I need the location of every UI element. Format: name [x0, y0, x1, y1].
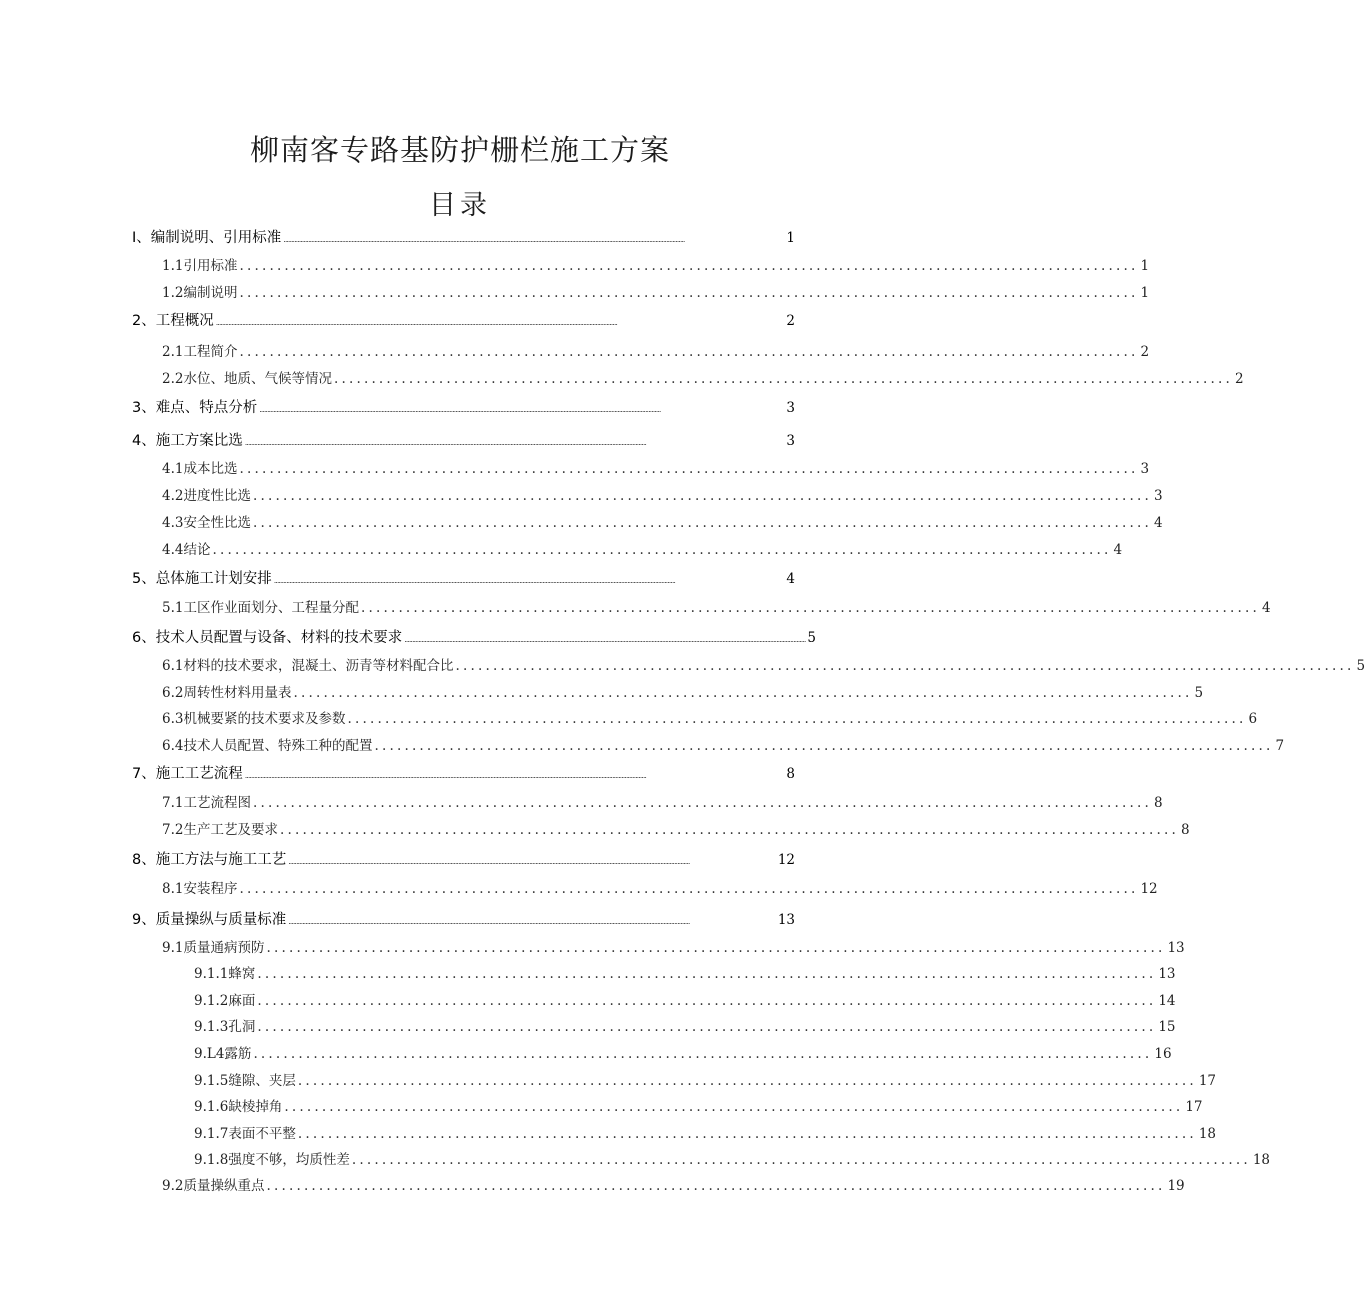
toc-page-number: 1	[1140, 258, 1150, 274]
document-title: 柳南客专路基防护栅栏施工方案	[249, 133, 670, 167]
toc-entry[interactable]	[162, 538, 1123, 560]
toc-dot-leader: ....................................................................................................................................................................................................................................................................	[259, 405, 661, 414]
toc-entry-label: 9.L4露筋	[194, 1046, 252, 1062]
toc-dot-leader: ........................................................................................................................	[257, 993, 1157, 1009]
toc-dot-leader: ........................................................................................................................	[266, 940, 1166, 956]
toc-entry-label: 4、施工方案比选	[132, 433, 243, 449]
toc-dot-leader: ....................................................................................................................................................................................................................................................................	[273, 576, 675, 585]
toc-entry[interactable]	[162, 936, 1185, 958]
toc-dot-leader: ....................................................................................................................................................................................................................................................................	[288, 857, 690, 866]
toc-page-number: 15	[1158, 1019, 1176, 1035]
toc-page-number: 8	[786, 766, 795, 782]
toc-heading: 目录	[429, 190, 491, 221]
toc-entry-label: 6.2周转性材料用量表	[162, 685, 292, 701]
toc-dot-leader: ........................................................................................................................	[333, 371, 1233, 387]
toc-entry-label: 6.3机械要紧的技术要求及参数	[162, 711, 346, 727]
toc-entry-label: 3、难点、特点分析	[132, 400, 258, 416]
toc-entry-label: 9、质量操纵与质量标准	[132, 912, 287, 928]
toc-entry[interactable]	[194, 1095, 1203, 1117]
toc-page-number: 1	[1140, 285, 1150, 301]
toc-dot-leader: ........................................................................................................................	[239, 285, 1139, 301]
toc-entry-label: 5、总体施工计划安排	[132, 571, 272, 587]
toc-page-number: 1	[786, 230, 795, 246]
toc-page-number: 4	[1261, 600, 1271, 616]
toc-entry-label: 5.1工区作业面划分、工程量分配	[162, 600, 359, 616]
toc-dot-leader: ....................................................................................................................................................................................................................................................................	[404, 635, 806, 644]
toc-dot-leader: ........................................................................................................................	[252, 795, 1152, 811]
toc-entry[interactable]	[162, 681, 1204, 703]
toc-entry[interactable]	[194, 1122, 1216, 1144]
toc-entry-label: 9.1.2麻面	[194, 993, 256, 1009]
toc-dot-leader: ....................................................................................................................................................................................................................................................................	[244, 438, 646, 447]
toc-dot-leader: ........................................................................................................................	[297, 1126, 1197, 1142]
toc-entry[interactable]	[132, 848, 795, 870]
toc-entry-label: 8.1安装程序	[162, 881, 238, 897]
toc-entry-label: 7、施工工艺流程	[132, 766, 243, 782]
toc-entry-label: 9.1质量通病预防	[162, 940, 265, 956]
toc-page-number: 2	[786, 313, 795, 329]
toc-entry-label: 7.1工艺流程图	[162, 795, 251, 811]
toc-entry-label: 8、施工方法与施工工艺	[132, 852, 287, 868]
toc-entry[interactable]	[162, 457, 1150, 479]
toc-entry-label: 6.4技术人员配置、特殊工种的配置	[162, 738, 373, 754]
toc-entry[interactable]	[162, 484, 1163, 506]
toc-dot-leader: ........................................................................................................................	[252, 488, 1152, 504]
toc-entry-label: 9.1.7表面不平整	[194, 1126, 296, 1142]
toc-entry[interactable]	[162, 877, 1158, 899]
toc-dot-leader: ........................................................................................................................	[239, 881, 1139, 897]
toc-entry-label: 9.2质量操纵重点	[162, 1178, 265, 1194]
toc-page-number: 19	[1167, 1178, 1185, 1194]
toc-entry[interactable]	[162, 281, 1150, 303]
toc-entry[interactable]	[162, 596, 1271, 618]
toc-entry[interactable]	[194, 962, 1176, 984]
toc-entry[interactable]	[194, 989, 1176, 1011]
toc-entry[interactable]	[194, 1069, 1216, 1091]
toc-entry[interactable]	[162, 791, 1163, 813]
toc-dot-leader: ....................................................................................................................................................................................................................................................................	[244, 771, 646, 780]
toc-dot-leader: ........................................................................................................................	[347, 711, 1247, 727]
toc-page-number: 6	[1248, 711, 1258, 727]
toc-entry[interactable]	[132, 396, 795, 418]
toc-page-number: 2	[1234, 371, 1244, 387]
toc-entry-label: I、编制说明、引用标准	[132, 230, 282, 246]
toc-entry-label: 1.2编制说明	[162, 285, 238, 301]
toc-page-number: 13	[1167, 940, 1185, 956]
toc-entry[interactable]	[162, 707, 1258, 729]
toc-entry[interactable]	[132, 567, 795, 589]
toc-entry-label: 9.1.8强度不够，均质性差	[194, 1152, 350, 1168]
toc-entry[interactable]	[162, 367, 1244, 389]
toc-entry-label: 4.3安全性比选	[162, 515, 251, 531]
toc-entry-label: 9.1.3孔洞	[194, 1019, 256, 1035]
toc-dot-leader: ........................................................................................................................	[455, 658, 1355, 674]
toc-dot-leader: ........................................................................................................................	[266, 1178, 1166, 1194]
toc-page-number: 8	[1153, 795, 1163, 811]
toc-entry-label: 4.4结论	[162, 542, 211, 558]
toc-page-number: 4	[1153, 515, 1163, 531]
toc-entry[interactable]	[132, 226, 795, 248]
toc-page-number: 2	[1140, 344, 1150, 360]
toc-dot-leader: ........................................................................................................................	[351, 1152, 1251, 1168]
toc-page-number: 4	[1113, 542, 1123, 558]
toc-entry[interactable]	[132, 309, 795, 331]
toc-entry[interactable]	[162, 340, 1150, 362]
toc-entry-label: 4.2进度性比选	[162, 488, 251, 504]
toc-page-number: 3	[786, 400, 795, 416]
toc-page-number: 3	[1140, 461, 1150, 477]
toc-entry[interactable]	[194, 1015, 1176, 1037]
toc-dot-leader: ........................................................................................................................	[360, 600, 1260, 616]
toc-entry[interactable]	[162, 511, 1163, 533]
toc-entry[interactable]	[162, 818, 1190, 840]
toc-dot-leader: ........................................................................................................................	[239, 344, 1139, 360]
toc-page-number: 5	[1356, 658, 1365, 674]
toc-page-number: 7	[1275, 738, 1285, 754]
toc-dot-leader: ........................................................................................................................	[239, 258, 1139, 274]
toc-page-number: 16	[1154, 1046, 1172, 1062]
toc-dot-leader: ........................................................................................................................	[257, 1019, 1157, 1035]
toc-dot-leader: ........................................................................................................................	[374, 738, 1274, 754]
toc-page-number: 4	[786, 571, 795, 587]
toc-page-number: 18	[1198, 1126, 1216, 1142]
toc-entry-label: 2、工程概况	[132, 313, 214, 329]
toc-entry[interactable]	[162, 734, 1285, 756]
toc-entry[interactable]	[162, 654, 1365, 676]
toc-dot-leader: ........................................................................................................................	[293, 685, 1193, 701]
toc-page-number: 3	[786, 433, 795, 449]
toc-dot-leader: ........................................................................................................................	[279, 822, 1179, 838]
toc-page-number: 18	[1252, 1152, 1270, 1168]
toc-page-number: 8	[1180, 822, 1190, 838]
toc-page-number: 17	[1185, 1099, 1203, 1115]
toc-page-number: 13	[1158, 966, 1176, 982]
toc-dot-leader: ....................................................................................................................................................................................................................................................................	[215, 318, 617, 327]
toc-entry[interactable]	[162, 1174, 1185, 1196]
toc-entry-label: 6、技术人员配置与设备、材料的技术要求	[132, 630, 403, 646]
toc-page-number: 3	[1153, 488, 1163, 504]
toc-page-number: 12	[1140, 881, 1158, 897]
toc-dot-leader: ........................................................................................................................	[284, 1099, 1184, 1115]
toc-entry[interactable]	[194, 1148, 1270, 1170]
toc-page-number: 12	[777, 852, 795, 868]
toc-dot-leader: ........................................................................................................................	[212, 542, 1112, 558]
toc-page-number: 13	[777, 912, 795, 928]
toc-entry[interactable]	[194, 1042, 1172, 1064]
toc-dot-leader: ....................................................................................................................................................................................................................................................................	[283, 235, 685, 244]
toc-page-number: 5	[1194, 685, 1204, 701]
toc-dot-leader: ........................................................................................................................	[253, 1046, 1153, 1062]
toc-entry-label: 4.1成本比选	[162, 461, 238, 477]
toc-entry[interactable]	[132, 762, 795, 784]
toc-dot-leader: ........................................................................................................................	[239, 461, 1139, 477]
toc-entry[interactable]	[132, 429, 795, 451]
toc-dot-leader: ........................................................................................................................	[252, 515, 1152, 531]
toc-entry-label: 1.1引用标准	[162, 258, 238, 274]
toc-dot-leader: ........................................................................................................................	[297, 1073, 1197, 1089]
toc-page-number: 5	[807, 630, 816, 646]
toc-dot-leader: ....................................................................................................................................................................................................................................................................	[288, 917, 690, 926]
toc-entry-label: 2.1工程简介	[162, 344, 238, 360]
toc-entry-label: 7.2生产工艺及要求	[162, 822, 278, 838]
toc-entry[interactable]	[132, 626, 816, 648]
toc-entry-label: 9.1.5缝隙、夹层	[194, 1073, 296, 1089]
toc-page-number: 17	[1198, 1073, 1216, 1089]
toc-dot-leader: ........................................................................................................................	[257, 966, 1157, 982]
toc-entry[interactable]	[162, 254, 1150, 276]
toc-entry-label: 2.2水位、地质、气候等情况	[162, 371, 332, 387]
toc-entry[interactable]	[132, 908, 795, 930]
toc-entry-label: 6.1材料的技术要求，混凝土、沥青等材料配合比	[162, 658, 454, 674]
toc-page-number: 14	[1158, 993, 1176, 1009]
toc-entry-label: 9.1.6缺棱掉角	[194, 1099, 283, 1115]
toc-entry-label: 9.1.1蜂窝	[194, 966, 256, 982]
